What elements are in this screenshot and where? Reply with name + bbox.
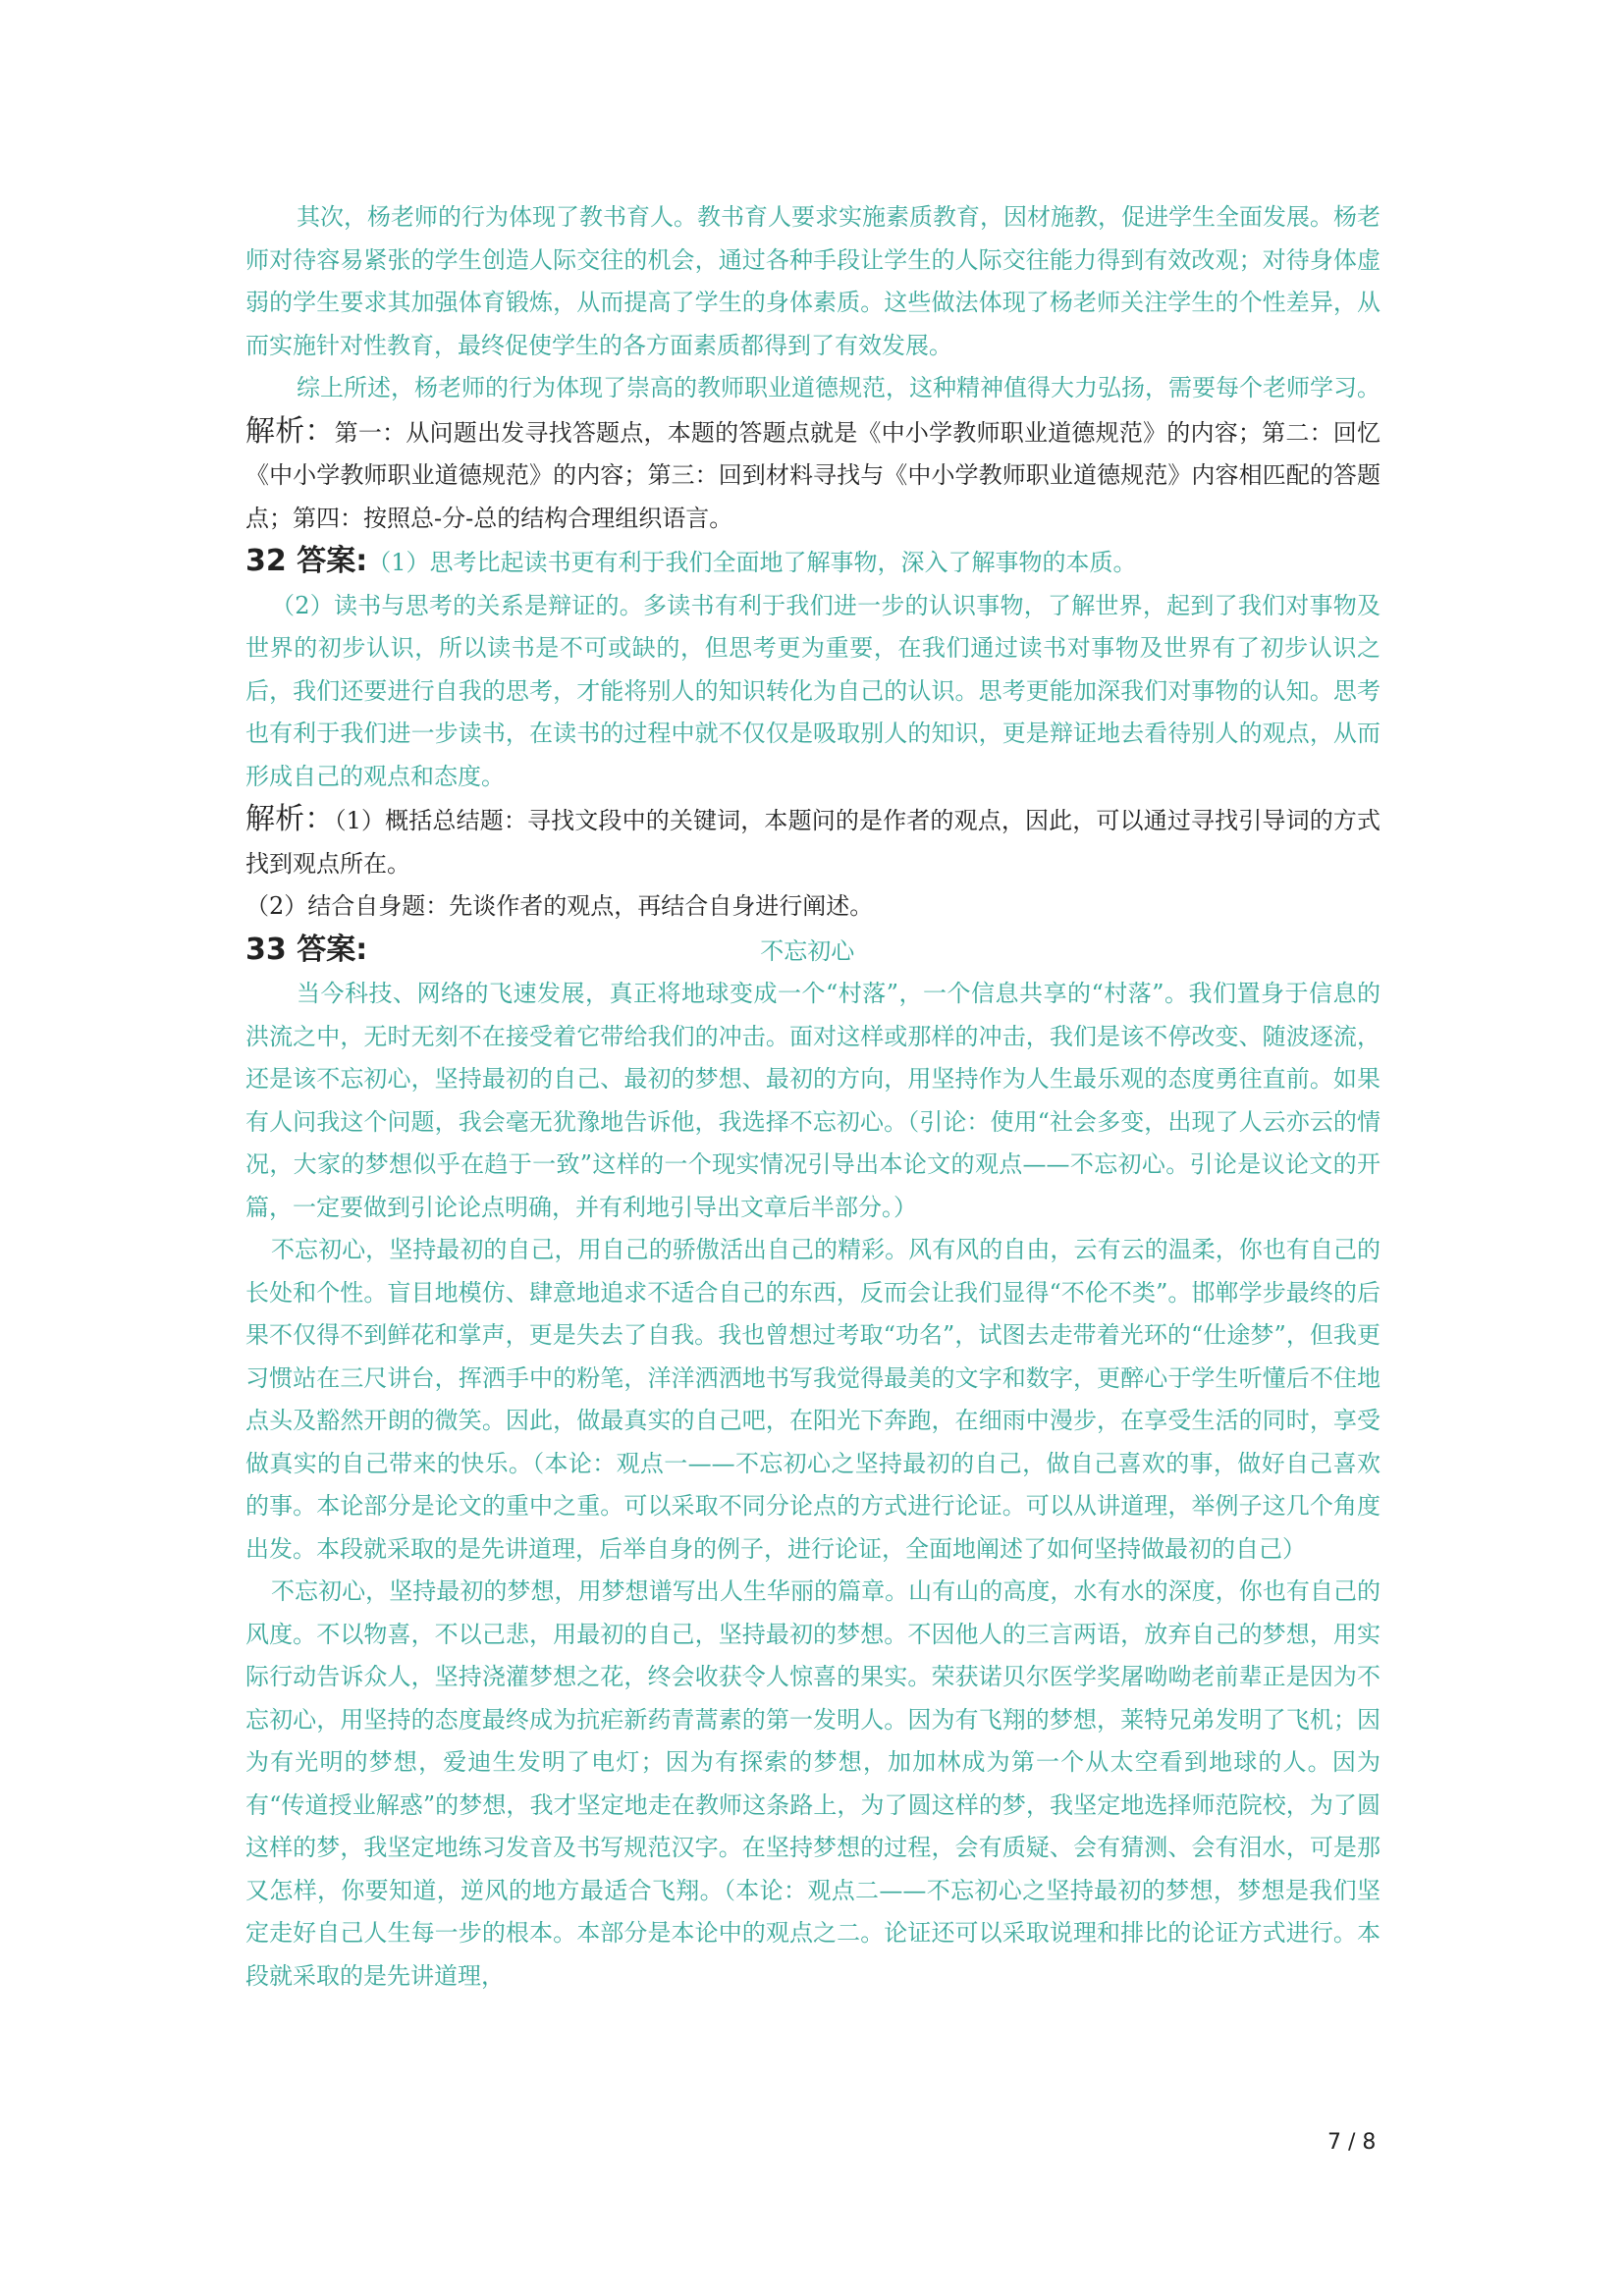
analysis-31 <box>245 410 1380 541</box>
document-page <box>245 196 1380 1998</box>
analysis-32-part2: （2）结合自身题：先谈作者的观点，再结合自身进行阐述。 <box>245 892 874 920</box>
essay-paragraph-dream: 不忘初心，坚持最初的梦想，用梦想谱写出人生华丽的篇章。山有山的高度，水有水的深度，你也有自己的风度。不以物喜，不以己悲，用最初的自己，坚持最初的梦想。不因他人的三言两语，放弃自己的梦想，用实际行动告诉众人，坚持浇灌梦想之花，终会收获令人惊喜的果实。荣获诺贝尔医学奖屠呦呦老前辈正是因为不忘初心，用坚持的态度最终成为抗疟新药青蒿素的第一发明人。因为有飞翔的梦想，莱特兄弟发明了飞机；因为有光明的梦想，爱迪生发明了电灯；因为有探索的梦想，加加林成为第一个从太空看到地球的人。因为有“传道授业解惑”的梦想，我才坚定地走在教师这条路上，为了圆这样的梦，我坚定地选择师范院校，为了圆这样的梦，我坚定地练习发音及书写规范汉字。在坚持梦想的过程，会有质疑、会有猜测、会有泪水，可是那又怎样，你要知道，逆风的地方最适合飞翔。（本论：观点二——不忘初心之坚持最初的梦想，梦想是我们坚定走好自己人生每一步的根本。本部分是本论中的观点之二。论证还可以采取说理和排比的论证方式进行。本段就采取的是先讲道理， <box>245 1577 1380 1990</box>
analysis-label: 解析： <box>245 413 335 449</box>
analysis-label: 解析： <box>245 802 335 836</box>
answer-32-part2: （2）读书与思考的关系是辩证的。多读书有利于我们进一步的认识事物，了解世界，起到了我们对事物及世界的初步认识，所以读书是不可或缺的，但思考更为重要，在我们通过读书对事物及世界有了初步认识之后，我们还要进行自我的思考，才能将别人的知识转化为自己的认识。思考更能加深我们对事物的认知。思考也有利于我们进一步读书，在读书的过程中就不仅仅是吸取别人的知识，更是辩证地去看待别人的观点，从而形成自己的观点和态度。 <box>245 591 1380 790</box>
page-number: 7 / 8 <box>1327 2130 1377 2155</box>
answer-32-line <box>245 540 1380 585</box>
paragraph-teacher-behavior: 其次，杨老师的行为体现了教书育人。教书育人要求实施素质教育，因材施教，促进学生全面发展。杨老师对待容易紧张的学生创造人际交往的机会，通过各种手段让学生的人际交往能力得到有效改观；对待身体虚弱的学生要求其加强体育锻炼，从而提高了学生的身体素质。这些做法体现了杨老师关注学生的个性差异，从而实施针对性教育，最终促使学生的各方面素质都得到了有效发展。 <box>245 203 1380 359</box>
answer-32-label: 32 答案: <box>245 544 368 578</box>
answer-33-label: 33 答案: <box>245 932 368 967</box>
analysis-text: 第一：从问题出发寻找答题点，本题的答题点就是《中小学教师职业道德规范》的内容；第二：回忆《中小学教师职业道德规范》的内容；第三：回到材料寻找与《中小学教师职业道德规范》内容相匹配的答题点；第四：按照总-分-总的结构合理组织语言。 <box>245 418 1381 532</box>
essay-paragraph-self: 不忘初心，坚持最初的自己，用自己的骄傲活出自己的精彩。风有风的自由，云有云的温柔，你也有自己的长处和个性。盲目地模仿、肆意地追求不适合自己的东西，反而会让我们显得“不伦不类”。邯郸学步最终的后果不仅得不到鲜花和掌声，更是失去了自我。我也曾想过考取“功名”，试图去走带着光环的“仕途梦”，但我更习惯站在三尺讲台，挥洒手中的粉笔，洋洋洒洒地书写我觉得最美的文字和数字，更醉心于学生听懂后不住地点头及豁然开朗的微笑。因此，做最真实的自己吧，在阳光下奔跑，在细雨中漫步，在享受生活的同时，享受做真实的自己带来的快乐。（本论：观点一——不忘初心之坚持最初的自己，做自己喜欢的事，做好自己喜欢的事。本论部分是论文的重中之重。可以采取不同分论点的方式进行论证。可以从讲道理，举例子这几个角度出发。本段就采取的是先讲道理，后举自身的例子，进行论证，全面地阐述了如何坚持做最初的自己） <box>245 1236 1380 1563</box>
essay-title: 不忘初心 <box>760 936 855 965</box>
analysis-32 <box>245 798 1380 885</box>
analysis-text-1: （1）概括总结题：寻找文段中的关键词，本题问的是作者的观点，因此，可以通过寻找引导词的方式找到观点所在。 <box>245 807 1380 878</box>
paragraph-conclusion: 综上所述，杨老师的行为体现了崇高的教师职业道德规范，这种精神值得大力弘扬，需要每个老师学习。 <box>297 374 1380 401</box>
essay-paragraph-intro: 当今科技、网络的飞速发展，真正将地球变成一个“村落”，一个信息共享的“村落”。我们置身于信息的洪流之中，无时无刻不在接受着它带给我们的冲击。面对这样或那样的冲击，我们是该不停改变、随波逐流，还是该不忘初心，坚持最初的自己、最初的梦想、最初的方向，用坚持作为人生最乐观的态度勇往直前。如果有人问我这个问题，我会毫无犹豫地告诉他，我选择不忘初心。（引论：使用“社会多变，出现了人云亦云的情况，大家的梦想似乎在趋于一致”这样的一个现实情况引导出本论文的观点——不忘初心。引论是议论文的开篇，一定要做到引论论点明确，并有利地引导出文章后半部分。） <box>245 980 1380 1221</box>
answer-33-line <box>245 929 1380 974</box>
answer-32-part1: （1）思考比起读书更有利于我们全面地了解事物，深入了解事物的本质。 <box>367 549 1137 576</box>
